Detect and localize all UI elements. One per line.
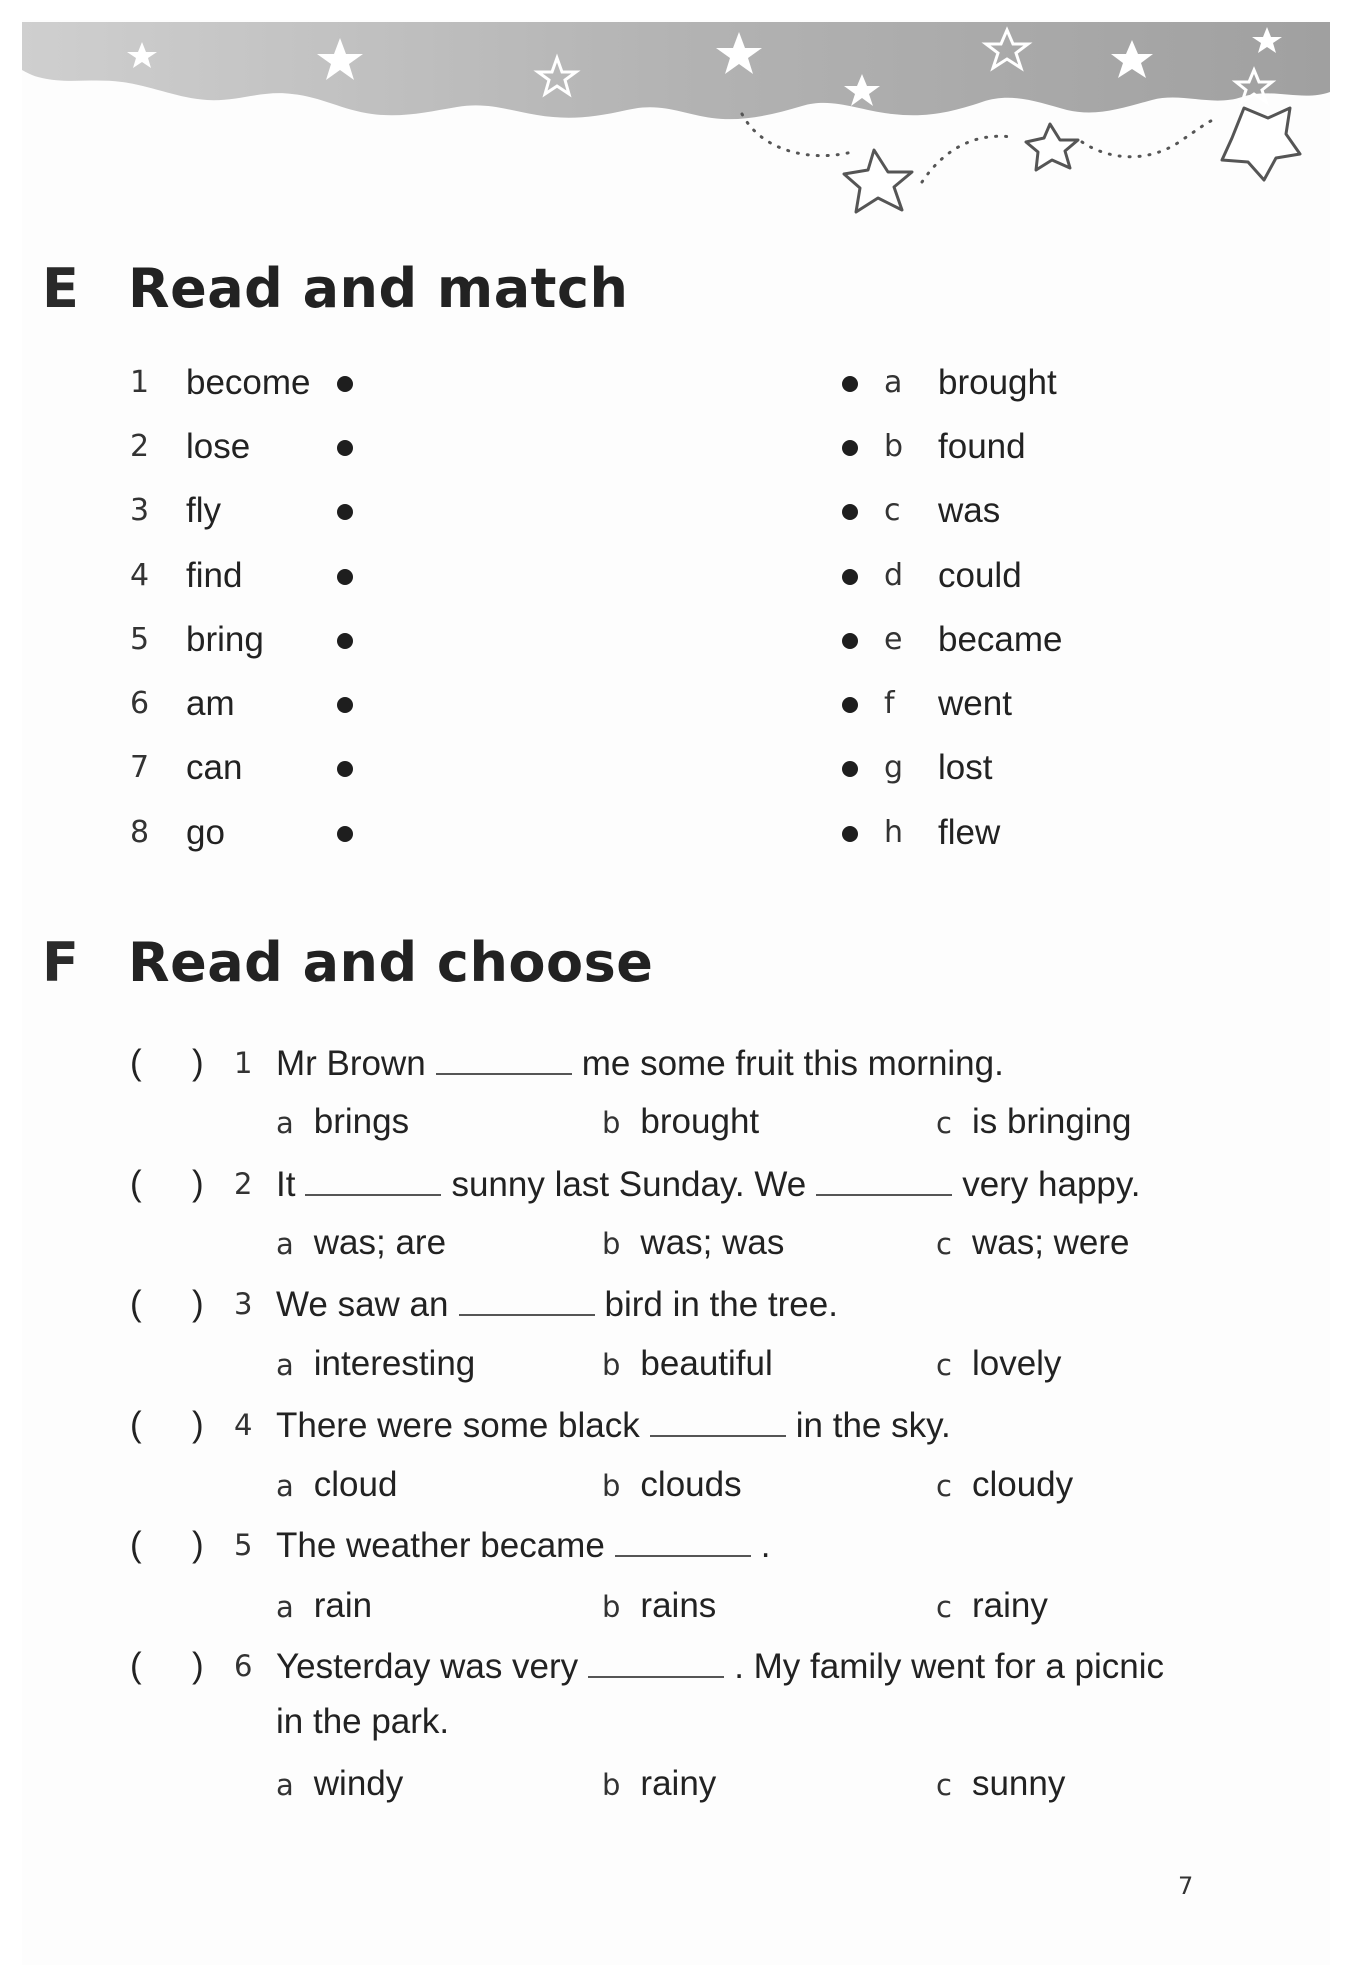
answer-paren-close: ) [192, 1525, 204, 1564]
match-right-letter: e [884, 622, 903, 657]
option[interactable] [602, 1342, 773, 1387]
match-right-letter: d [884, 558, 904, 593]
option[interactable] [936, 1463, 1073, 1508]
question-text-end: very happy. [962, 1165, 1141, 1204]
option-text: interesting [313, 1344, 476, 1383]
question-row [130, 1644, 1230, 1688]
match-dot-icon[interactable] [842, 633, 858, 649]
option-letter: c [936, 1348, 952, 1382]
match-dot-icon[interactable] [842, 761, 858, 777]
question-number: 1 [234, 1046, 253, 1080]
option-text: was; was [640, 1223, 785, 1262]
option-text: was; are [313, 1223, 447, 1262]
match-dot-icon[interactable] [842, 376, 858, 392]
section-f-letter: F [42, 931, 79, 994]
option-text: is bringing [971, 1102, 1132, 1141]
match-left-number: 4 [130, 558, 150, 593]
match-dot-icon[interactable] [337, 761, 353, 777]
match-dot-icon[interactable] [842, 697, 858, 713]
section-f-title: Read and choose [128, 931, 654, 994]
question-text-middle: . My family went for a picnic [734, 1647, 1165, 1686]
option-text: rains [640, 1586, 717, 1625]
page-number: 7 [1178, 1872, 1194, 1900]
match-right-word: flew [938, 813, 1001, 852]
answer-blank[interactable] [588, 1644, 724, 1678]
answer-blank[interactable] [305, 1162, 441, 1196]
option-text: was; were [971, 1223, 1130, 1262]
question-text-middle: in the sky. [795, 1406, 951, 1445]
option-text: brings [313, 1102, 410, 1141]
answer-box[interactable] [144, 1527, 188, 1563]
question-row [130, 1403, 1230, 1447]
outline-stars-below [844, 108, 1300, 212]
option-letter: c [936, 1469, 952, 1503]
match-right-word: found [938, 427, 1026, 466]
option[interactable] [936, 1342, 1061, 1387]
question-row [130, 1162, 1230, 1206]
match-right-item [842, 813, 1102, 853]
option[interactable] [936, 1100, 1132, 1145]
match-right-letter: f [884, 686, 895, 721]
option-text: brought [640, 1102, 760, 1141]
option-letter: a [276, 1590, 294, 1624]
question-text [276, 1282, 838, 1327]
answer-paren-close: ) [192, 1043, 204, 1082]
question-text-middle: me some fruit this morning. [581, 1044, 1004, 1083]
match-dot-icon[interactable] [337, 440, 353, 456]
match-right-word: was [938, 491, 1001, 530]
match-left-item [130, 620, 360, 660]
option-letter: b [602, 1768, 621, 1802]
match-right-letter: g [884, 750, 904, 785]
answer-box[interactable] [144, 1166, 188, 1202]
option-text: clouds [640, 1465, 742, 1504]
question-text-middle: . [760, 1526, 771, 1565]
match-left-number: 3 [130, 493, 150, 528]
question-number: 3 [234, 1287, 253, 1321]
match-left-word: become [186, 363, 311, 402]
match-left-item [130, 363, 360, 403]
question-row [130, 1523, 1230, 1567]
match-dot-icon[interactable] [337, 826, 353, 842]
match-right-letter: b [884, 429, 904, 464]
match-right-item [842, 491, 1102, 531]
options-row [276, 1221, 1176, 1265]
option[interactable] [276, 1221, 446, 1266]
match-left-number: 8 [130, 815, 150, 850]
question-row [130, 1041, 1230, 1085]
match-left-item [130, 813, 360, 853]
question-row [130, 1282, 1230, 1326]
option-text: beautiful [640, 1344, 773, 1383]
match-right-word: could [938, 556, 1022, 595]
option-letter: c [936, 1227, 952, 1261]
answer-blank[interactable] [816, 1162, 952, 1196]
match-dot-icon[interactable] [842, 504, 858, 520]
star-banner-decoration-icon [22, 22, 1330, 232]
options-row [276, 1584, 1176, 1628]
match-left-item [130, 491, 360, 531]
option[interactable] [936, 1221, 1130, 1266]
option-text: rainy [971, 1586, 1048, 1625]
answer-paren-open: ( [130, 1284, 142, 1323]
question-number: 6 [234, 1649, 253, 1683]
question-number: 4 [234, 1408, 253, 1442]
option[interactable] [602, 1584, 716, 1629]
question-text-before: Mr Brown [276, 1044, 426, 1083]
match-left-number: 6 [130, 686, 150, 721]
option-letter: b [602, 1469, 621, 1503]
option-text: lovely [971, 1344, 1062, 1383]
option[interactable] [276, 1762, 403, 1807]
answer-paren-open: ( [130, 1525, 142, 1564]
question-text-before: The weather became [276, 1526, 605, 1565]
option-text: windy [313, 1764, 404, 1803]
option-letter: b [602, 1590, 621, 1624]
option-text: cloudy [971, 1465, 1074, 1504]
question-text [276, 1041, 1004, 1086]
answer-paren-close: ) [192, 1284, 204, 1323]
section-e-title: Read and match [128, 257, 629, 320]
match-dot-icon[interactable] [842, 826, 858, 842]
question-text [276, 1162, 1141, 1207]
match-right-letter: c [884, 493, 901, 528]
answer-paren-open: ( [130, 1164, 142, 1203]
match-left-item [130, 556, 360, 596]
answer-paren-open: ( [130, 1043, 142, 1082]
option[interactable] [602, 1463, 742, 1508]
answer-box[interactable] [144, 1045, 188, 1081]
option-letter: a [276, 1768, 294, 1802]
question-text [276, 1403, 951, 1448]
answer-box[interactable] [144, 1407, 188, 1443]
option[interactable] [276, 1463, 397, 1508]
match-left-number: 1 [130, 365, 150, 400]
match-right-word: brought [938, 363, 1057, 402]
option-letter: c [936, 1768, 952, 1802]
option-letter: c [936, 1590, 952, 1624]
answer-paren-open: ( [130, 1405, 142, 1444]
option-letter: a [276, 1469, 294, 1503]
match-left-word: can [186, 748, 243, 787]
option[interactable] [936, 1762, 1065, 1807]
options-row [276, 1762, 1176, 1806]
question-continuation: in the park. [276, 1702, 450, 1741]
answer-paren-close: ) [192, 1164, 204, 1203]
answer-paren-open: ( [130, 1646, 142, 1685]
match-left-word: go [186, 813, 225, 852]
match-dot-icon[interactable] [842, 440, 858, 456]
match-right-word: went [938, 684, 1012, 723]
match-dot-icon[interactable] [337, 376, 353, 392]
question-text [276, 1644, 1164, 1689]
match-left-number: 5 [130, 622, 150, 657]
match-left-number: 7 [130, 750, 150, 785]
match-dot-icon[interactable] [337, 697, 353, 713]
answer-paren-close: ) [192, 1405, 204, 1444]
question-text-before: We saw an [276, 1285, 449, 1324]
match-right-letter: a [884, 365, 903, 400]
options-row [276, 1463, 1176, 1507]
option[interactable] [602, 1762, 716, 1807]
option-letter: c [936, 1106, 952, 1140]
question-number: 2 [234, 1167, 253, 1201]
option-letter: a [276, 1348, 294, 1382]
answer-blank[interactable] [650, 1403, 786, 1437]
option-text: cloud [313, 1465, 398, 1504]
match-left-item [130, 748, 360, 788]
match-right-word: became [938, 620, 1063, 659]
options-row [276, 1342, 1176, 1386]
match-left-word: bring [186, 620, 264, 659]
match-dot-icon[interactable] [337, 504, 353, 520]
match-left-word: find [186, 556, 243, 595]
answer-blank[interactable] [436, 1041, 572, 1075]
match-left-word: fly [186, 491, 221, 530]
match-left-number: 2 [130, 429, 150, 464]
answer-box[interactable] [144, 1286, 188, 1322]
answer-box[interactable] [144, 1648, 188, 1684]
option[interactable] [276, 1584, 372, 1629]
option[interactable] [602, 1221, 784, 1266]
option-text: rain [313, 1586, 373, 1625]
question-text-middle: bird in the tree. [604, 1285, 838, 1324]
match-left-word: am [186, 684, 235, 723]
question-text-before: There were some black [276, 1406, 640, 1445]
option[interactable] [936, 1584, 1048, 1629]
option[interactable] [602, 1100, 759, 1145]
answer-blank[interactable] [615, 1523, 751, 1557]
match-dot-icon[interactable] [337, 633, 353, 649]
match-dot-icon[interactable] [337, 569, 353, 585]
match-right-letter: h [884, 815, 904, 850]
option[interactable] [276, 1100, 409, 1145]
banner-shape [22, 22, 1330, 119]
match-left-item [130, 427, 360, 467]
match-left-item [130, 684, 360, 724]
match-right-item [842, 363, 1102, 403]
option-letter: b [602, 1227, 621, 1261]
question-number: 5 [234, 1528, 253, 1562]
option-letter: a [276, 1106, 294, 1140]
option-text: rainy [640, 1764, 717, 1803]
answer-blank[interactable] [459, 1282, 595, 1316]
option-text: sunny [971, 1764, 1066, 1803]
question-text [276, 1523, 771, 1568]
question-text-before: It [276, 1165, 296, 1204]
section-e-letter: E [42, 257, 79, 320]
match-left-word: lose [186, 427, 251, 466]
option-letter: a [276, 1227, 294, 1261]
match-right-item [842, 620, 1102, 660]
match-dot-icon[interactable] [842, 569, 858, 585]
match-right-item [842, 556, 1102, 596]
answer-paren-close: ) [192, 1646, 204, 1685]
option-letter: b [602, 1348, 621, 1382]
question-text-before: Yesterday was very [276, 1647, 579, 1686]
match-right-word: lost [938, 748, 993, 787]
option[interactable] [276, 1342, 475, 1387]
match-right-item [842, 684, 1102, 724]
match-right-item [842, 427, 1102, 467]
question-text-middle: sunny last Sunday. We [451, 1165, 807, 1204]
options-row [276, 1100, 1176, 1144]
dotted-trail [742, 114, 1217, 182]
match-right-item [842, 748, 1102, 788]
option-letter: b [602, 1106, 621, 1140]
